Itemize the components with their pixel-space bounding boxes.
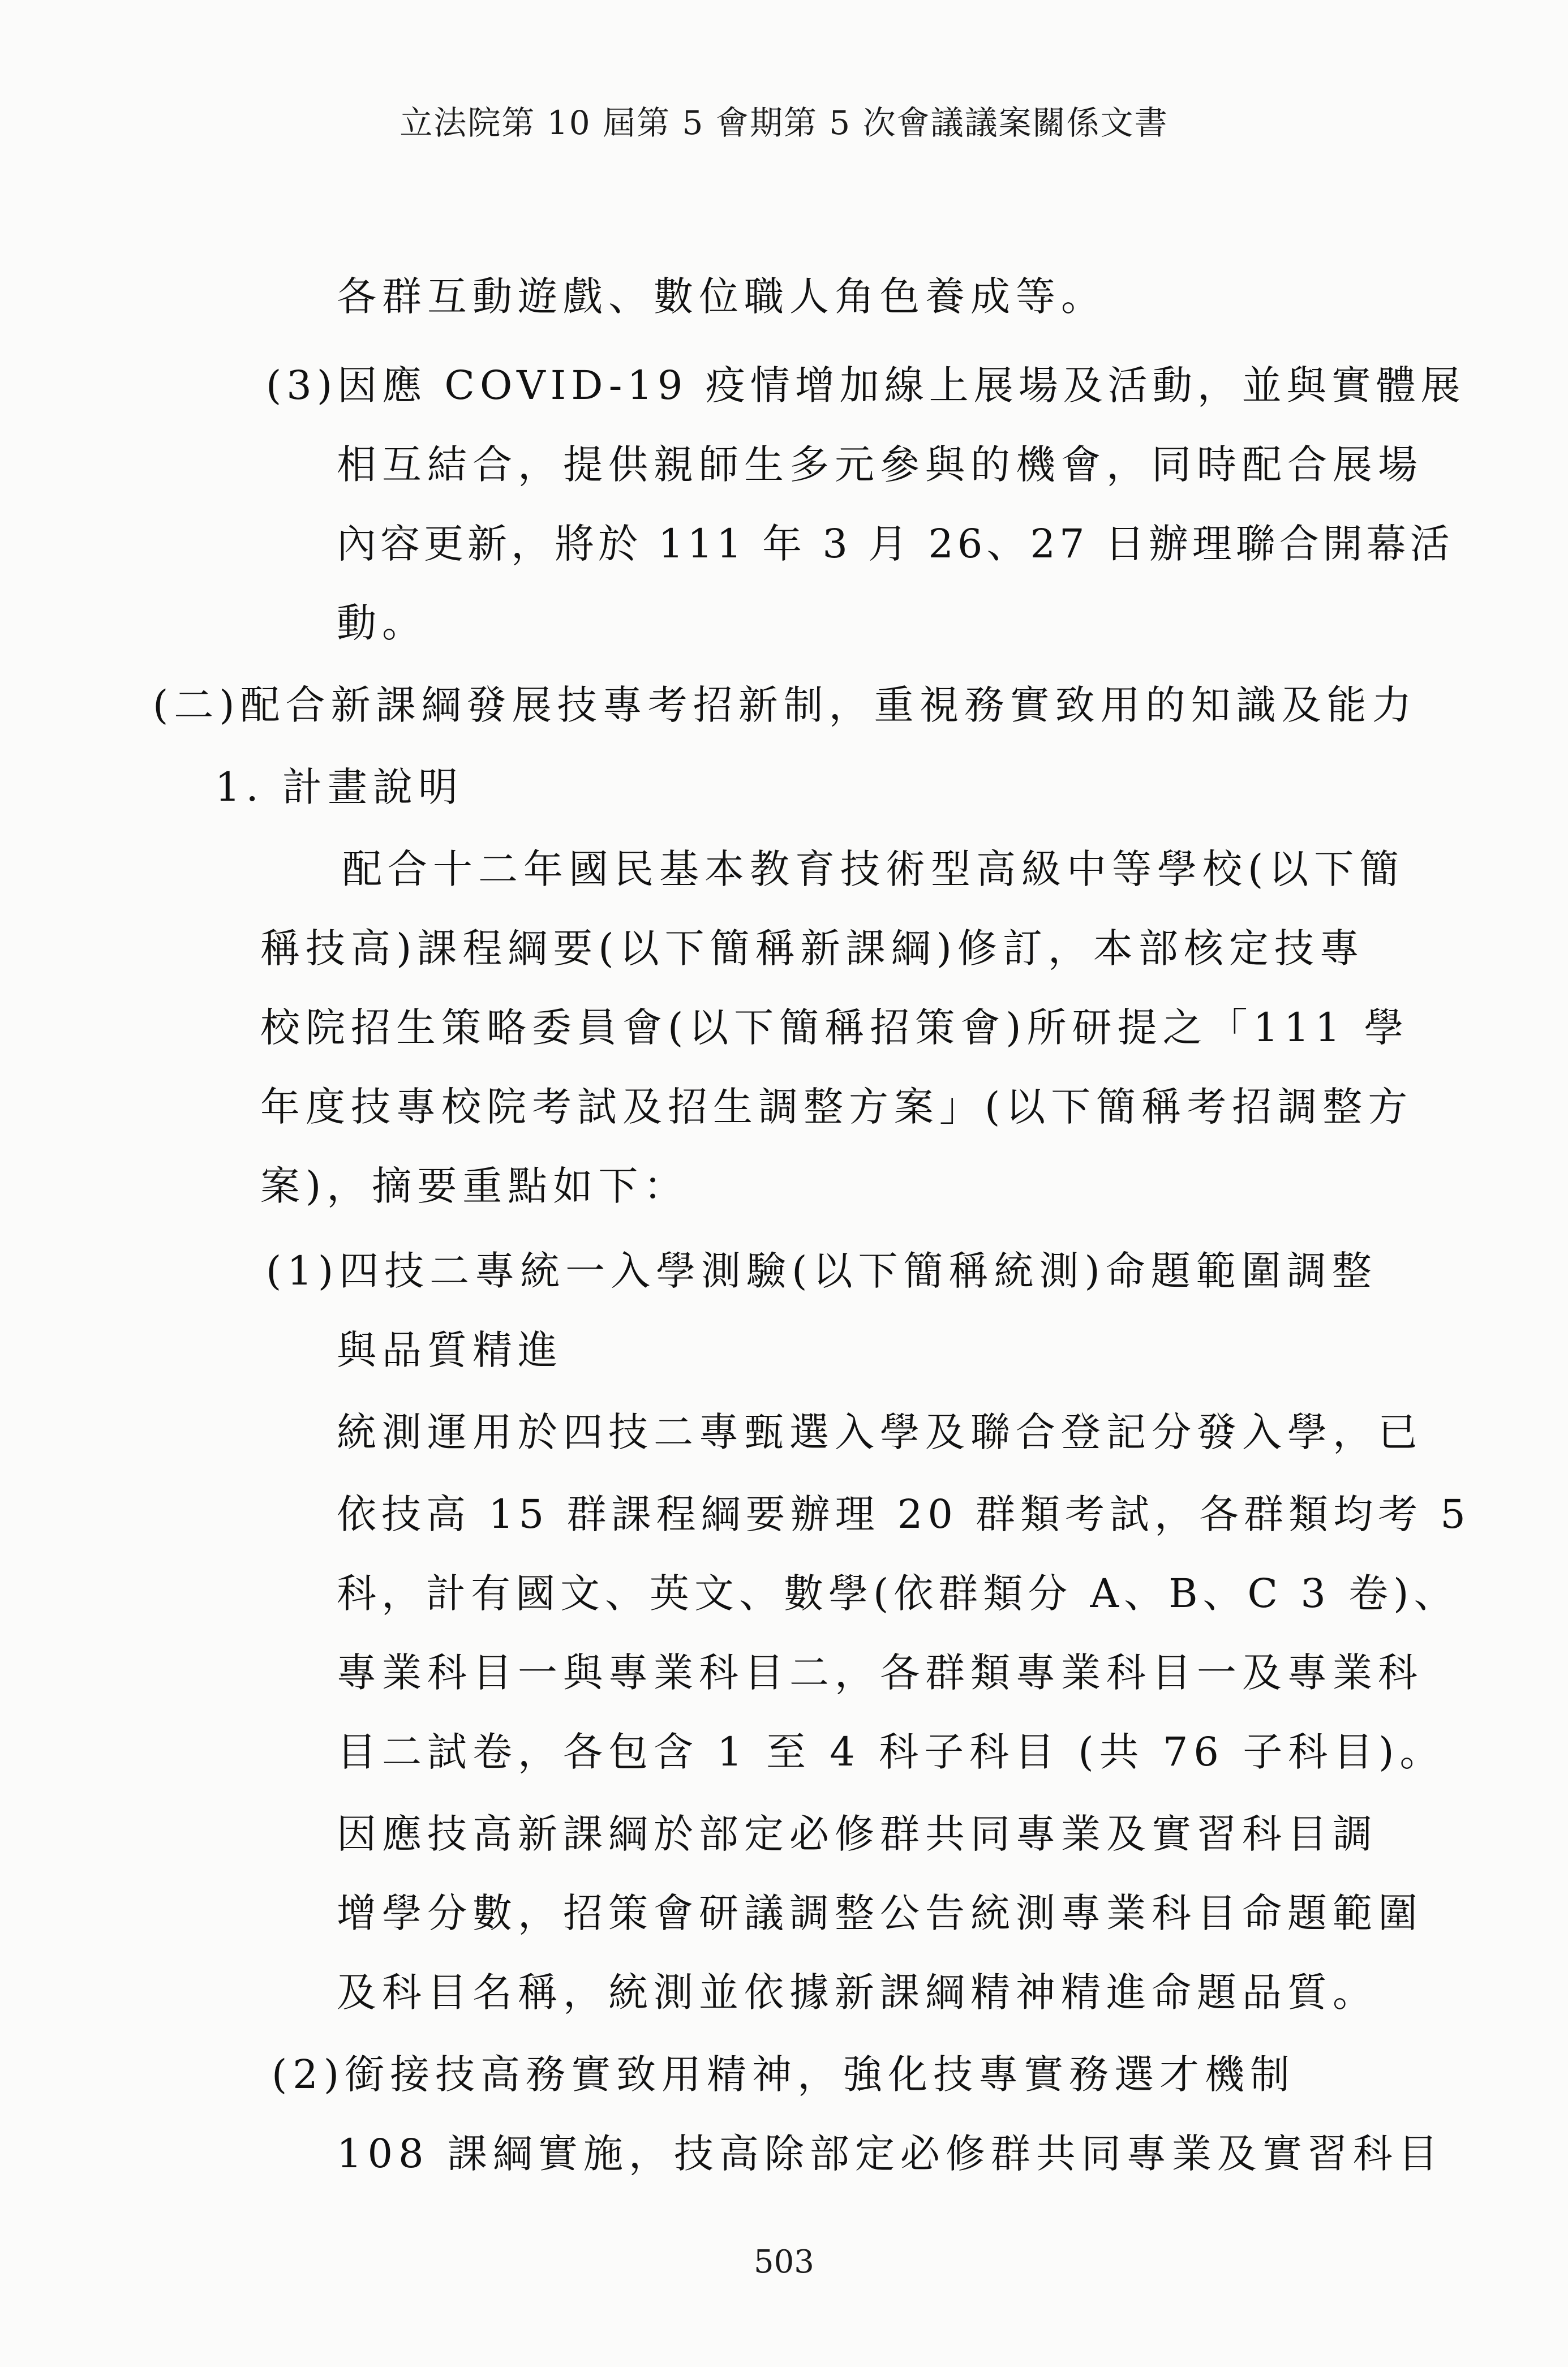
body-line: 科，計有國文、英文、數學(依群類分 A、B、C 3 卷)、 bbox=[337, 1570, 1459, 1617]
subsection-heading: 1. 計畫說明 bbox=[215, 764, 464, 810]
page-number: 503 bbox=[754, 2244, 814, 2280]
body-line: 與品質精進 bbox=[337, 1327, 563, 1373]
document-header: 立法院第 10 屆第 5 會期第 5 次會議議案關係文書 bbox=[399, 104, 1169, 142]
body-line: 年度技專校院考試及招生調整方案」(以下簡稱考招調整方 bbox=[260, 1084, 1414, 1130]
body-line: (3)因應 COVID-19 疫情增加線上展場及活動，並與實體展 bbox=[266, 362, 1466, 409]
body-line: 依技高 15 群課程綱要辦理 20 群類考試，各群類均考 5 bbox=[337, 1491, 1471, 1537]
body-line: 統測運用於四技二專甄選入學及聯合登記分發入學，已 bbox=[337, 1409, 1423, 1455]
body-line: 及科目名稱，統測並依據新課綱精神精進命題品質。 bbox=[337, 1969, 1378, 2016]
body-line: 稱技高)課程綱要(以下簡稱新課綱)修訂，本部核定技專 bbox=[260, 925, 1365, 972]
item-heading: (2)銜接技高務實致用精神，強化技專實務選才機制 bbox=[272, 2051, 1296, 2098]
section-heading: (二)配合新課綱發展技專考招新制，重視務實致用的知識及能力 bbox=[153, 682, 1417, 728]
body-line: 目二試卷，各包含 1 至 4 科子科目 (共 76 子科目)。 bbox=[337, 1729, 1445, 1775]
body-line: 內容更新，將於 111 年 3 月 26、27 日辦理聯合開幕活 bbox=[337, 521, 1454, 567]
body-line: 增學分數，招策會研議調整公告統測專業科目命題範圍 bbox=[337, 1890, 1423, 1936]
body-line: 因應技高新課綱於部定必修群共同專業及實習科目調 bbox=[337, 1811, 1378, 1857]
body-line: 相互結合，提供親師生多元參與的機會，同時配合展場 bbox=[337, 441, 1423, 488]
item-heading: (1)四技二專統一入學測驗(以下簡稱統測)命題範圍調整 bbox=[266, 1248, 1377, 1294]
body-line: 配合十二年國民基本教育技術型高級中等學校(以下簡 bbox=[342, 846, 1405, 892]
body-line: 校院招生策略委員會(以下簡稱招策會)所研提之「111 學 bbox=[260, 1004, 1410, 1051]
body-line: 專業科目一與專業科目二，各群類專業科目一及專業科 bbox=[337, 1649, 1423, 1696]
body-line: 案)，摘要重點如下： bbox=[260, 1163, 689, 1209]
body-line: 108 課綱實施，技高除部定必修群共同專業及實習科目 bbox=[337, 2130, 1444, 2177]
body-line: 各群互動遊戲、數位職人角色養成等。 bbox=[337, 273, 1106, 320]
body-line: 動。 bbox=[337, 600, 427, 646]
